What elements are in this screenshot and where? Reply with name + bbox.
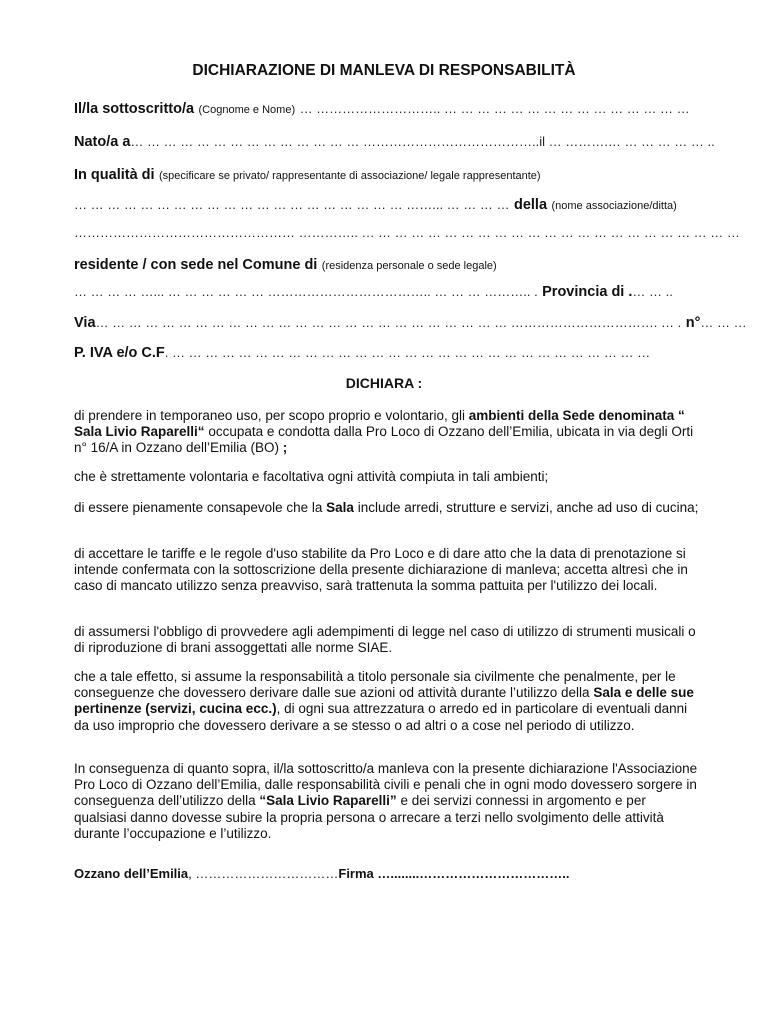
- firma-label: Firma: [338, 866, 374, 881]
- sottoscritto-dots: … ……………………….. … … … … … … … … … … … … … … …: [299, 101, 690, 116]
- clause-bold-text: Sala e delle sue pertinenze (servizi, cucina ecc.): [74, 685, 694, 717]
- civic-number-label: n°: [685, 315, 701, 331]
- della-label: della: [513, 197, 548, 213]
- sottoscritto-hint: (Cognome e Nome): [198, 104, 296, 116]
- comune-dots: … … … … …... … … … … … … ……………………………….. … … … ……….. .: [74, 284, 538, 299]
- clause-voluntary: [74, 469, 702, 485]
- field-provincia: [74, 283, 673, 301]
- field-residente: [74, 256, 497, 274]
- date-dots: , ……………………………: [188, 866, 339, 881]
- residente-hint: (residenza personale o sede legale): [321, 260, 497, 272]
- piva-dots: . … … … … … … … … … … … … … … … … … … … … … … … … … … … … …: [164, 345, 651, 360]
- field-della: [74, 196, 677, 214]
- clause-text: che è strettamente volontaria e facoltativa ogni attività compiuta in tali ambienti;: [74, 469, 549, 484]
- clause-bold-text: “Sala Livio Raparelli”: [259, 793, 397, 809]
- clause-siae: [74, 624, 702, 656]
- field-piva: [74, 344, 650, 362]
- clause-text: di essere pienamente consapevole che la: [74, 500, 327, 515]
- della-hint: (nome associazione/ditta): [551, 200, 677, 212]
- nato-il-label: il: [539, 134, 545, 149]
- qualita-label: In qualità di: [74, 167, 155, 183]
- nato-dots: … … … … … … … … … … … … … … …………………………………..: [130, 134, 540, 149]
- clause-bold-text: ;: [282, 440, 288, 456]
- field-sottoscritto: [74, 100, 690, 118]
- qualita-hint: (specificare se privato/ rappresentante di associazione/ legale rappresentante): [159, 170, 541, 182]
- signature-line: [74, 866, 570, 881]
- clause-text: In conseguenza di quanto sopra, il/la sottoscritto/a manleva con la presente dichiarazione l'Associazione Pro Loco di Ozzano dell’Emilia, dalle responsabilità civili e penali che in ogni modo dovessero sorgere in conseguenza dell’utilizzo della: [74, 761, 698, 809]
- provincia-label: Provincia di .: [542, 284, 633, 300]
- clause-tariffs: [74, 546, 702, 595]
- association-name-dots: …………………………………………… ………….. … … … … … … … … … … … … … … … … … … … … … … …: [74, 225, 740, 240]
- residente-label: residente / con sede nel Comune di: [74, 257, 318, 273]
- clause-responsibility: [74, 669, 702, 734]
- dichiara-heading: DICHIARA :: [345, 375, 423, 391]
- clause-temporary-use: [74, 408, 702, 457]
- field-nato: [74, 133, 715, 151]
- clause-text: di prendere in temporaneo uso, per scopo proprio e volontario, gli: [74, 408, 469, 423]
- clause-text: occupata e condotta dalla Pro Loco di Ozzano dell’Emilia, ubicata in via degli Orti n° 16/A in Ozzano dell’Emilia (BO): [74, 424, 694, 456]
- clause-text: di assumersi l'obbligo di provvedere agli adempimenti di legge nel caso di utilizzo di strumenti musicali o di riproduzione di brani assoggettati alle norme SIAE.: [74, 624, 696, 656]
- clause-text: include arredi, strutture e servizi, anche ad uso di cucina;: [353, 500, 699, 515]
- document-title: DICHIARAZIONE DI MANLEVA DI RESPONSABILITÀ: [192, 62, 576, 79]
- firma-dots: …........……………………………..: [373, 866, 570, 881]
- clause-bold-text: Sala: [326, 500, 354, 515]
- via-label: Via: [74, 315, 96, 331]
- provincia-dots: … … ..: [632, 284, 673, 299]
- della-dots: … … … … … … … … … … … … … … … … … … … … ……... … … … …: [74, 197, 510, 212]
- clause-text: e dei servizi connessi in argomento e per qualsiasi danno dovesse subire la propria persona o arrecare a terzi nello svolgimento delle attività durante l’occupazione e l’utilizzo.: [74, 793, 664, 841]
- sottoscritto-label: Il/la sottoscritto/a: [74, 101, 195, 117]
- field-qualita: [74, 166, 541, 184]
- clause-bold-text: ambienti della Sede denominata “ Sala Livio Raparelli“: [74, 408, 685, 440]
- civic-number-dots: … … …: [700, 315, 747, 330]
- nato-label: Nato/a a: [74, 134, 131, 150]
- clause-manleva: [74, 761, 702, 842]
- clause-text: di accettare le tariffe e le regole d'uso stabilite da Pro Loco e di dare atto che la data di prenotazione si intende confermata con la sottoscrizione della presente dichiarazione di manleva; accetta altresì che in caso di mancato utilizzo senza preavviso, sarà trattenuta la somma pattuita per l'utilizzo dei locali.: [74, 546, 688, 594]
- piva-label: P. IVA e/o C.F: [74, 345, 165, 361]
- clause-aware-sala: [74, 500, 702, 516]
- field-via: [74, 314, 747, 332]
- clause-text: che a tale effetto, si assume la responsabilità a titolo personale sia civilmente che penalmente, per le conseguenze che dovessero derivare dalle sue azioni od attività durante l’utilizzo della: [74, 669, 676, 701]
- nato-date-dots: … ……….… … … … … … ..: [545, 134, 715, 149]
- place-label: Ozzano dell’Emilia: [74, 866, 189, 881]
- clause-text: , di ogni sua attrezzatura o arredo ed in particolare di eventuali danni da uso improprio che dovessero derivare a se stesso o ad altri o a cose nel periodo di utilizzo.: [74, 701, 688, 733]
- via-dots: … … … … … … … … … … … … … … … … … … … … … … … … … ……………………………. … .: [95, 315, 682, 330]
